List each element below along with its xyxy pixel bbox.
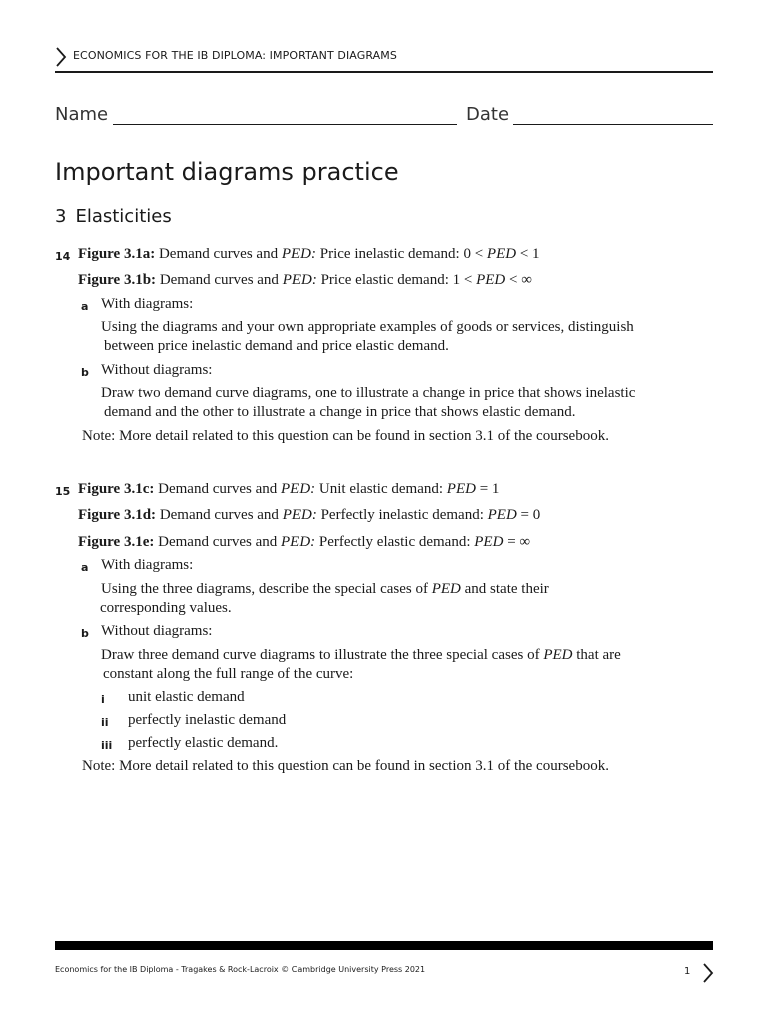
caption-text: Demand curves and [154,534,281,550]
footer-copyright: Economics for the IB Diploma - Tragakes & Rock-Lacroix © Cambridge University Press 2021 [55,965,426,974]
ped-term: PED [543,647,573,663]
ped-term: PED: [281,534,316,550]
caption-text: Demand curves and [156,507,283,523]
list-item-label: ii [101,716,109,729]
subquestion-body: corresponding values. [100,600,232,616]
ped-term: PED [431,581,461,597]
caption-text: Price inelastic demand: 0 < [316,246,487,262]
caption-text: Demand curves and [156,272,283,288]
chevron-right-icon [54,46,70,68]
subquestion-body: between price inelastic demand and price elastic demand. [104,338,449,354]
figure-caption [78,507,540,524]
figure-label: Figure 3.1c: [78,481,155,497]
list-item-label: i [101,693,105,706]
ped-term: PED: [282,507,317,523]
footer-bar [55,941,713,950]
subquestion-body: Using the diagrams and your own appropriate examples of goods or services, distinguish [101,319,634,335]
name-label: Name [55,104,109,125]
list-item: perfectly inelastic demand [128,712,287,728]
page-number: 1 [684,966,691,977]
date-field-line[interactable] [513,124,713,125]
ped-term: PED [476,272,506,288]
caption-text: = ∞ [503,534,531,550]
figure-caption [78,246,540,263]
subquestion-label: b [81,627,89,640]
ped-term: PED [487,507,517,523]
subquestion-body: constant along the full range of the curve: [103,666,354,682]
header-divider [55,71,713,73]
caption-text: Demand curves and [155,246,282,262]
subquestion-body: demand and the other to illustrate a change in price that shows elastic demand. [104,404,576,420]
figure-caption [78,534,530,551]
subquestion-title: Without diagrams: [101,623,213,639]
list-item: unit elastic demand [128,689,245,705]
note-text: Note: More detail related to this question can be found in section 3.1 of the coursebook. [82,758,609,774]
section-title: Elasticities [75,206,172,227]
question-number: 14 [55,250,71,263]
section-heading [55,206,172,227]
subquestion-label: a [81,561,89,574]
caption-text: Unit elastic demand: [315,481,447,497]
body-text: and state their [460,581,549,597]
figure-label: Figure 3.1e: [78,534,155,550]
header-title: ECONOMICS FOR THE IB DIPLOMA: IMPORTANT DIAGRAMS [73,49,397,62]
ped-term: PED [486,246,517,262]
figure-caption [78,481,499,498]
figure-label: Figure 3.1d: [78,507,157,523]
ped-term: PED: [281,246,316,262]
question-number: 15 [55,485,71,498]
subquestion-body [101,647,621,664]
figure-caption [78,272,532,289]
page-title: Important diagrams practice [55,158,399,186]
list-item: perfectly elastic demand. [128,735,279,751]
caption-text: Price elastic demand: 1 < [316,272,477,288]
ped-term: PED [446,481,476,497]
ped-term: PED: [281,481,316,497]
subquestion-body [101,581,549,598]
date-label: Date [466,104,510,125]
subquestion-title: With diagrams: [101,557,194,573]
subquestion-title: Without diagrams: [101,362,213,378]
body-text: Using the three diagrams, describe the special cases of [101,581,432,597]
body-text: that are [572,647,621,663]
ped-term: PED: [282,272,317,288]
subquestion-title: With diagrams: [101,296,194,312]
subquestion-body: Draw two demand curve diagrams, one to illustrate a change in price that shows inelastic [101,385,636,401]
subquestion-label: a [81,300,89,313]
name-field-line[interactable] [113,124,457,125]
caption-text: Perfectly elastic demand: [315,534,475,550]
caption-text: = 0 [516,507,541,523]
figure-label: Figure 3.1a: [78,246,156,262]
subquestion-label: b [81,366,89,379]
caption-text: < ∞ [505,272,532,288]
figure-label: Figure 3.1b: [78,272,157,288]
list-item-label: iii [101,739,113,752]
section-number: 3 [55,206,67,227]
chevron-right-icon[interactable] [701,962,715,984]
body-text: Draw three demand curve diagrams to illustrate the three special cases of [101,647,544,663]
ped-term: PED [474,534,504,550]
caption-text: = 1 [475,481,500,497]
caption-text: Perfectly inelastic demand: [316,507,488,523]
note-text: Note: More detail related to this question can be found in section 3.1 of the coursebook. [82,428,609,444]
caption-text: Demand curves and [154,481,281,497]
caption-text: < 1 [516,246,540,262]
